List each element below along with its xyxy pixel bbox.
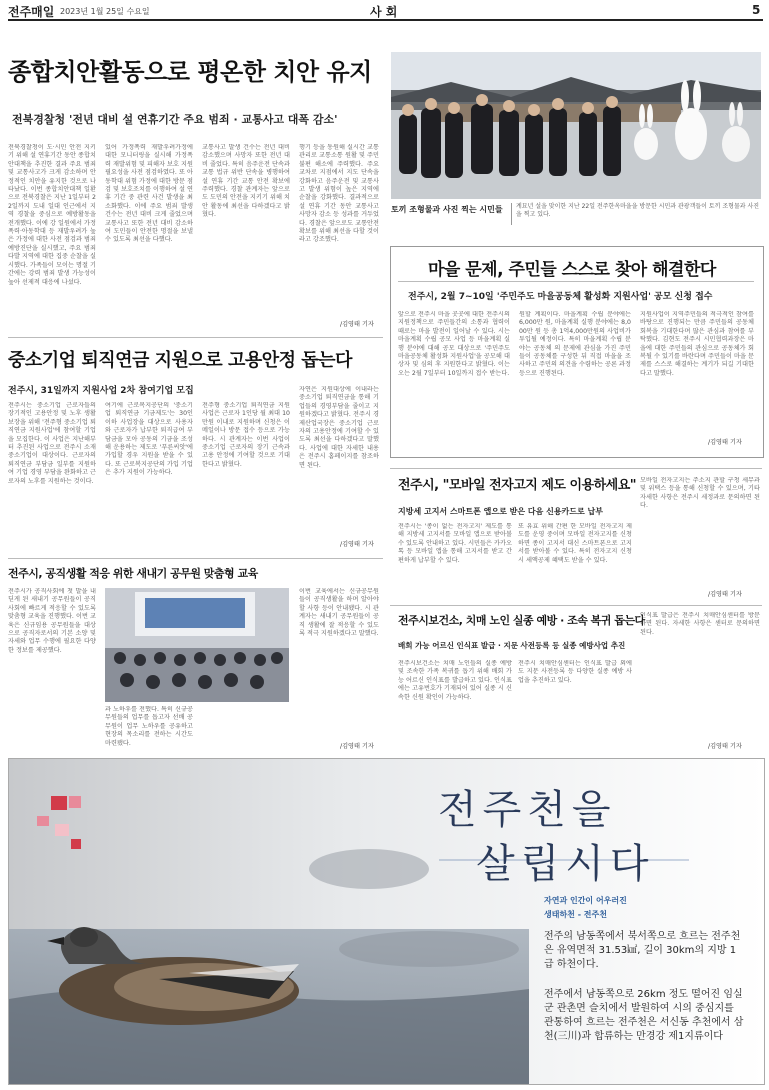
article4-headline: 전주시, "모바일 전자고지 제도 이용하세요" — [398, 478, 637, 493]
photo1-caption-text: 계묘년 설을 맞이한 지난 22일 전주한옥마을을 방문한 시민과 관광객들이 토끼 조형물과 사진을 찍고 있다. — [516, 203, 760, 218]
issue-date: 2023년 1월 25일 수요일 — [60, 7, 150, 16]
article6-headline: 전주시보건소, 치매 노인 실종 예방 · 조속 복귀 돕는다 — [398, 614, 645, 627]
article5-headline: 전주시, 공직생활 적응 위한 새내기 공무원 맞춤형 교육 — [8, 567, 258, 580]
article1-col3: 교통사고 발생 건수는 전년 대비 감소했으며 사망자 또한 전년 대비 줄었다. 특히 음주운전 단속과 교통 법규 위반 단속을 병행하여 설 연휴 기간 교통 안전 확보에 주력했다. 경찰 관계자는 앞으로도 도민의 안전을 지키기 위해 치안 활동에 최선을 다하겠다고 밝혔다. — [202, 144, 290, 219]
advert-tag2: 생태하천 - 전주천 — [544, 910, 607, 919]
article2-author: /김영태 기자 — [708, 439, 742, 446]
training-class-photo — [105, 588, 289, 702]
article2-subhead: 전주시, 2월 7~10일 '주민주도 마을공동체 활성화 지원사업' 공모 신청 접수 — [408, 292, 713, 302]
header-rule — [8, 19, 763, 21]
rabbit-sculpture-photo — [391, 52, 761, 199]
article1-col4: 행기 등을 동원해 실시간 교통관리로 교통소통 원활 및 주민 불편 해소에 주력했다. 주요 교차로 지점에서 지도 단속을 강화하고 음주운전 및 교통사고 발생 위험이 높은 지역에 순찰을 강화했다. 결과적으로 설 연휴 기간 동안 교통사고 사망자 감소 등 성과를 거두었다. 경찰은 앞으로도 교통안전 확보를 위해 최선을 다할 것이라고 강조했다. — [299, 144, 379, 244]
article1-headline: 종합치안활동으로 평온한 치안 유지 — [8, 58, 372, 86]
article4-col3: 모바일 전자고지는 주소지 관할 구청 세무과 및 위택스 등을 통해 신청할 수 있으며, 기타 자세한 사항은 전주시 세정과로 문의하면 된다. — [640, 477, 760, 510]
article3-col3: 전주형 중소기업 퇴직연금 지원사업은 근로자 1인당 월 최대 10만원 이내로 지원하며 신청은 이메일이나 방문 접수 등으로 가능하다. 시 관계자는 이번 사업이 중소기업 근로자의 장기 근속과 고용 안정에 기여할 것으로 기대한다고 밝혔다. — [202, 402, 290, 468]
article6-col2: 전주시 치매안심센터는 인식표 발급 외에도 지문 사전등록 등 다양한 실종 예방 사업을 추진하고 있다. — [518, 660, 632, 684]
article2-col2: 원할 계획이다. 마을계획 수립 분야에는 6,000만 원, 마을계획 실행 분야에는 8,000만 원 등 총 1억4,000만원의 사업비가 투입될 예정이다. 특히 마을계획 수립 분야는 공동체 의 문제에 관심을 가진 주민들이 공동체를 구성한 뒤 직접 마을을 조사하고 주민의 의견을 수렴하는 공론 과정 등으로 진행된다. — [519, 311, 631, 377]
section-title: 사 회 — [370, 5, 398, 19]
article6-author: /김영태 기자 — [708, 743, 742, 750]
article1-subhead: 전북경찰청 '전년 대비 설 연휴기간 주요 범죄 · 교통사고 대폭 감소' — [12, 113, 338, 126]
article5-col1: 전주시가 공직사회에 첫 발을 내딛게 된 새내기 공무원들이 공직사회에 빠르게 적응할 수 있도록 맞춤형 교육을 진행했다. 이번 교육은 신규임용 공무원들을 대상으로 공직자로서의 기본 소양 및 자세와 업무 수행에 필요한 다양한 정보를 제공했다. — [8, 588, 96, 654]
article5-author: /김영태 기자 — [340, 743, 374, 750]
article6-subhead: 배회 가능 어르신 인식표 발급 · 지문 사전등록 등 실종 예방사업 추진 — [398, 641, 626, 650]
article2-rule — [398, 281, 754, 282]
photo1-caption-title: 토끼 조형물과 사진 찍는 시민들 — [391, 205, 503, 214]
article4-col2: 또 유효 위해 간편 한 모바일 전자고지 제도를 운영 중이며 모바일 전자고지를 신청하면 종이 고지서 대신 스마트폰으로 고지서를 받아볼 수 있다. 특히 전자고지 신청 시 세액공제 혜택도 받을 수 있다. — [518, 523, 632, 564]
article2-headline: 마을 문제, 주민들 스스로 찾아 해결한다 — [428, 260, 716, 280]
article3-col4: 자연은 지원대상에 이내라는 중소기업 퇴직연금을 통해 기업들의 경영부담을 줄이고 지원하겠다고 밝혔다. 전주시 경제산업국장은 중소기업 근로자의 고용안정에 기여할 수 있도록 최선을 다하겠다고 말했다. 사업에 대한 자세한 내용은 전주시 홈페이지를 참조하면 된다. — [299, 386, 379, 469]
article3-top-rule — [8, 337, 383, 338]
article3-col2: 여기에 근로복지공단의 '중소기업 퇴직연금 기금제도'는 30인 이하 사업장을 대상으로 사용자와 근로자가 납부한 퇴직급여 부담금을 모아 공동의 기금을 조성해 운용하는 제도로 '푸른씨앗'에 가입할 경우 지원을 받을 수 있다. 또 근로복지공단의 가입 기업은 추가 지원이 가능하다. — [105, 402, 193, 477]
advert-body2: 전주에서 남동쪽으로 26km 정도 떨어진 임실군 관촌면 슬치에서 발원하여 시의 중심지를 관통하여 흐르는 전주천은 서신동 추천에서 삼천(三川)과 합류하는 만경강 제1지류이다 — [544, 989, 744, 1042]
advert-title-line1: 전주천을 — [438, 787, 617, 833]
article1-col2: 있어 가정폭력 재발우려가정에 대한 모니터링을 실시해 가정폭력 재발위험 및 피해자 보호 지원 필요성을 사전 점검하였다. 또 아동학대 위험 가정에 대한 방문 점검 및 보호조치를 이행하여 설 연휴 기간 중 관련 사건 발생을 최소화했다. 이에 주요 범죄 발생 건수는 전년 대비 크게 줄었으며 교통사고 또한 전년 대비 감소하여 도민들이 안전한 명절을 보낼 수 있도록 최선을 다했다. — [105, 144, 193, 244]
article3-author: /김영태 기자 — [340, 541, 374, 548]
article5-top-rule — [8, 558, 383, 559]
article1-author: /김영태 기자 — [340, 321, 374, 328]
article3-col1: 전주시는 중소기업 근로자들의 장기적인 고용안정 및 노후 생활 보장을 위해 '전주형 중소기업 퇴직연금 지원사업'에 참여할 기업을 모집한다. 이 사업은 지난해부터 추진된 사업으로 전주시 소재 중소기업이 대상이다. 근로자의 퇴직연금 부담금 일부를 지원하여 기업 경영 부담을 완화하고 근로자의 노후를 지원하는 것이다. — [8, 402, 96, 485]
article4-top-rule — [390, 468, 762, 469]
article5-col2: 과 노하우를 전했다. 특히 신규공무원들의 업무를 돕고자 선배 공무원이 업무 노하우를 공유하고 현장의 목소리를 전하는 시간도 마련됐다. — [105, 706, 193, 747]
article6-top-rule — [390, 605, 762, 606]
article4-subhead: 지방세 고지서 스마트폰 앱으로 받은 다음 신용카드로 납부 — [398, 507, 603, 516]
caption-divider — [511, 203, 512, 225]
advert-title-line2: 살립시다 — [476, 841, 655, 887]
article5-col3: 이번 교육에서는 신규공무원들이 공직생활을 하며 알아야 할 사항 등이 안내됐다. 시 관계자는 새내기 공무원들이 공직 생활에 잘 적응할 수 있도록 적극 지원하겠다고 말했다. — [299, 588, 379, 638]
article2-col3: 지원사업이 지역주민들의 적극적인 참여를 바탕으로 진행되는 만큼 주민들의 공동체 회복을 기대한다며 많은 관심과 참여를 부탁했다. 김현도 전주시 시민협력과장은 마을에 대한 주민들의 관심으로 공동체가 회복될 수 있기를 바란다며 주민들이 마을 문제를 스스로 해결하는 계기가 되길 기대한다고 말했다. — [640, 311, 754, 377]
newspaper-logo: 전주매일 — [8, 5, 55, 19]
page-number: 5 — [752, 3, 761, 17]
article1-col1: 전북경찰청이 도·시민 안전 지키기 위해 설 연휴기간 동안 종합치안대책을 추진한 결과 주요 범죄 및 교통사고가 크게 감소하며 안정적인 치안을 유지한 것으로 나타났다. 이번 종합치안대책 일환으로 전북경찰은 지난 1일부터 22일까지 도내 일대 인근에서 지역 경찰을 중심으로 예방활동을 전개했다. 이에 강 일원에서 가정폭력·아동학대 등 재발우려가 높은 가정에 대한 사전 점검과 범죄예방진단을 실시했고, 주요 범죄 다발 지역에 대한 집중 순찰을 실시했다. 가족들이 모이는 명절 기간에는 강력 범죄 발생 가능성이 높아 선제적 대응에 나섰다. — [8, 144, 96, 286]
article3-headline: 중소기업 퇴직연금 지원으로 고용안정 돕는다 — [8, 350, 352, 371]
article4-author: /김영태 기자 — [708, 591, 742, 598]
article2-col1: 앞으로 전주시 마을 곳곳에 대한 전주시의 지원정책으로 주민들간의 소통과 협력이 때로는 마을 발전이 일어날 수 있다. 시는 마을계획 수립 공모 사업 등 마을계획 실행 분야에 대해 공모 대상으로 '주민주도 마을공동체 활성화 지원사업'을 공모해 대상자 및 심의 후 지원한다고 밝혔다. 이는 오는 2월 7일부터 10일까지 접수 받는다. — [398, 311, 510, 377]
article6-col3: 인식표 발급은 전주시 치매안심센터를 방문하면 된다. 자세한 사항은 센터로 문의하면 된다. — [640, 612, 760, 636]
article4-col1: 전주시는 '종이 없는 전자고지' 제도를 통해 지방세 고지서를 모바일 앱으로 받아볼 수 있도록 안내하고 있다. 시민들은 카카오톡 등 모바일 앱을 통해 고지서를 받고 간편하게 납부할 수 있다. — [398, 523, 512, 564]
article6-col1: 전주시보건소는 치매 노인들의 실종 예방 및 조속한 가족 복귀를 돕기 위해 배회 가능 어르신 인식표를 발급하고 있다. 인식표에는 고유번호가 기재되어 있어 실종 시 신속한 신원 확인이 가능하다. — [398, 660, 512, 701]
advert-tag1: 자연과 인간이 어우러진 — [544, 896, 627, 905]
article3-subhead: 전주시, 31일까지 지원사업 2차 참여기업 모집 — [8, 386, 194, 396]
advert-body1: 전주의 남동쪽에서 북서쪽으로 흐르는 전주천은 유역면적 31.53㎢, 길이 30km의 지방 1급 하천이다. — [544, 931, 741, 970]
